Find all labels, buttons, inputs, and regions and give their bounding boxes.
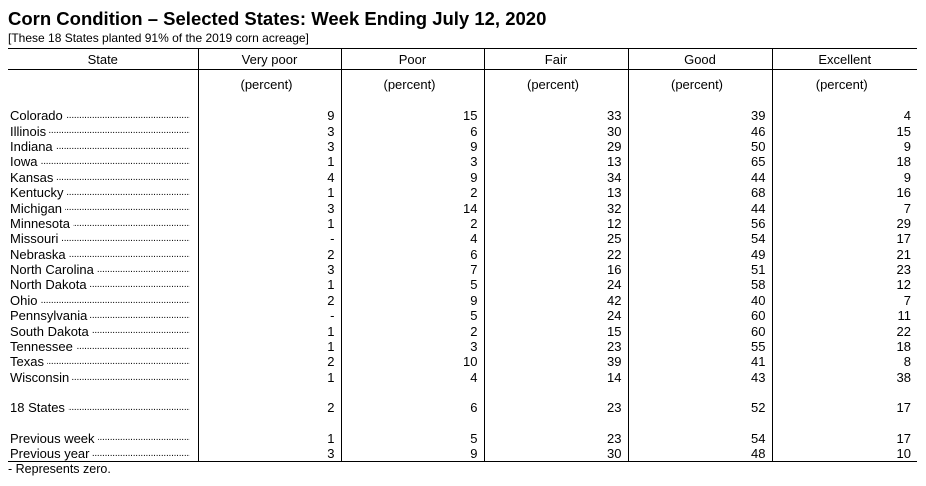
state-cell [8,323,198,338]
footnote: - Represents zero. [8,462,111,476]
very-poor-cell: 1 [198,154,341,169]
very-poor-cell: - [198,308,341,323]
table-row [8,293,917,308]
very-poor-cell: 3 [198,446,341,462]
unit-label: (percent) [198,70,341,109]
state-name: South Dakota [10,324,92,339]
state-name: Tennessee [10,339,76,354]
header-fair: Fair [484,49,628,70]
very-poor-cell: 1 [198,370,341,385]
state-cell [8,200,198,215]
poor-cell: 2 [341,323,484,338]
poor-cell: 4 [341,231,484,246]
excellent-cell: 15 [772,123,917,138]
spacer-cell [8,415,198,430]
very-poor-cell: 1 [198,339,341,354]
unit-label: (percent) [628,70,772,109]
state-cell [8,247,198,262]
good-cell: 54 [628,430,772,445]
spacer-row [8,415,917,430]
fair-cell: 23 [484,400,628,415]
spacer-cell [198,415,341,430]
fair-cell: 13 [484,185,628,200]
excellent-cell: 9 [772,170,917,185]
state-name: Kentucky [10,185,66,200]
poor-cell: 6 [341,400,484,415]
excellent-cell: 17 [772,400,917,415]
fair-cell: 39 [484,354,628,369]
very-poor-cell: 2 [198,400,341,415]
units-empty-cell [8,70,198,109]
state-name: Indiana [10,139,56,154]
state-name: Kansas [10,170,56,185]
excellent-cell: 17 [772,231,917,246]
good-cell: 60 [628,323,772,338]
fair-cell: 22 [484,247,628,262]
table-row [8,154,917,169]
table-row [8,123,917,138]
spacer-cell [341,415,484,430]
poor-cell: 4 [341,370,484,385]
good-cell: 49 [628,247,772,262]
table-row [8,170,917,185]
state-cell [8,400,198,415]
table-title: Corn Condition – Selected States: Week Ending July 12, 2020 [8,8,547,29]
state-cell [8,354,198,369]
fair-cell: 14 [484,370,628,385]
table-row [8,108,917,123]
state-cell [8,216,198,231]
table-row [8,308,917,323]
state-cell [8,185,198,200]
good-cell: 41 [628,354,772,369]
good-cell: 43 [628,370,772,385]
fair-cell: 25 [484,231,628,246]
table-row [8,339,917,354]
excellent-cell: 12 [772,277,917,292]
state-name: Iowa [10,154,40,169]
very-poor-cell: 2 [198,247,341,262]
table-row [8,231,917,246]
very-poor-cell: 1 [198,430,341,445]
fair-cell: 23 [484,339,628,354]
very-poor-cell: 2 [198,354,341,369]
state-cell [8,277,198,292]
state-name: North Dakota [10,277,90,292]
good-cell: 52 [628,400,772,415]
table-row [8,354,917,369]
state-name: Ohio [10,293,40,308]
spacer-cell [198,385,341,400]
fair-cell: 16 [484,262,628,277]
excellent-cell: 23 [772,262,917,277]
state-name: Minnesota [10,216,73,231]
unit-label: (percent) [341,70,484,109]
fair-cell: 13 [484,154,628,169]
excellent-cell: 22 [772,323,917,338]
very-poor-cell: 1 [198,185,341,200]
good-cell: 55 [628,339,772,354]
spacer-cell [772,385,917,400]
table-row [8,262,917,277]
fair-cell: 23 [484,430,628,445]
state-cell [8,231,198,246]
total-row [8,400,917,415]
state-cell [8,154,198,169]
poor-cell: 3 [341,339,484,354]
very-poor-cell: 1 [198,323,341,338]
excellent-cell: 4 [772,108,917,123]
state-cell [8,108,198,123]
good-cell: 46 [628,123,772,138]
table-row [8,185,917,200]
state-cell [8,170,198,185]
header-good: Good [628,49,772,70]
excellent-cell: 38 [772,370,917,385]
good-cell: 40 [628,293,772,308]
poor-cell: 5 [341,277,484,292]
fair-cell: 29 [484,139,628,154]
corn-condition-table [8,48,917,462]
fair-cell: 42 [484,293,628,308]
excellent-cell: 11 [772,308,917,323]
fair-cell: 33 [484,108,628,123]
table-row [8,247,917,262]
poor-cell: 6 [341,123,484,138]
fair-cell: 24 [484,277,628,292]
excellent-cell: 10 [772,446,917,462]
state-name: Missouri [10,231,61,246]
table-row [8,216,917,231]
fair-cell: 24 [484,308,628,323]
good-cell: 48 [628,446,772,462]
spacer-cell [341,385,484,400]
header-very-poor: Very poor [198,49,341,70]
state-name: Michigan [10,201,65,216]
header-poor: Poor [341,49,484,70]
fair-cell: 12 [484,216,628,231]
state-name: Pennsylvania [10,308,90,323]
table-row [8,323,917,338]
state-name: North Carolina [10,262,97,277]
fair-cell: 30 [484,446,628,462]
good-cell: 39 [628,108,772,123]
spacer-cell [8,385,198,400]
good-cell: 56 [628,216,772,231]
state-cell [8,339,198,354]
state-name: Illinois [10,124,49,139]
good-cell: 50 [628,139,772,154]
good-cell: 58 [628,277,772,292]
state-cell [8,446,198,462]
poor-cell: 2 [341,185,484,200]
poor-cell: 5 [341,430,484,445]
poor-cell: 10 [341,354,484,369]
poor-cell: 9 [341,446,484,462]
good-cell: 44 [628,170,772,185]
excellent-cell: 17 [772,430,917,445]
fair-cell: 15 [484,323,628,338]
poor-cell: 5 [341,308,484,323]
excellent-cell: 7 [772,200,917,215]
fair-cell: 34 [484,170,628,185]
state-cell [8,308,198,323]
state-name: 18 States [10,400,68,415]
poor-cell: 14 [341,200,484,215]
state-name: Previous year [10,446,92,461]
state-cell [8,139,198,154]
very-poor-cell: 4 [198,170,341,185]
unit-label: (percent) [772,70,917,109]
good-cell: 44 [628,200,772,215]
poor-cell: 15 [341,108,484,123]
very-poor-cell: 3 [198,200,341,215]
spacer-cell [484,385,628,400]
excellent-cell: 8 [772,354,917,369]
fair-cell: 30 [484,123,628,138]
state-cell [8,430,198,445]
very-poor-cell: 3 [198,262,341,277]
very-poor-cell: 1 [198,277,341,292]
table-row [8,139,917,154]
good-cell: 65 [628,154,772,169]
very-poor-cell: 9 [198,108,341,123]
state-cell [8,293,198,308]
excellent-cell: 9 [772,139,917,154]
table-row [8,277,917,292]
table-subtitle: [These 18 States planted 91% of the 2019 corn acreage] [8,31,309,45]
unit-label: (percent) [484,70,628,109]
units-row [8,70,917,109]
poor-cell: 7 [341,262,484,277]
excellent-cell: 29 [772,216,917,231]
state-name: Nebraska [10,247,69,262]
good-cell: 54 [628,231,772,246]
state-cell [8,370,198,385]
poor-cell: 2 [341,216,484,231]
very-poor-cell: - [198,231,341,246]
spacer-row [8,385,917,400]
poor-cell: 9 [341,293,484,308]
very-poor-cell: 2 [198,293,341,308]
state-cell [8,123,198,138]
poor-cell: 9 [341,139,484,154]
good-cell: 51 [628,262,772,277]
spacer-cell [484,415,628,430]
excellent-cell: 18 [772,154,917,169]
table-row [8,370,917,385]
very-poor-cell: 3 [198,139,341,154]
excellent-cell: 18 [772,339,917,354]
previous-row [8,430,917,445]
state-name: Texas [10,354,47,369]
good-cell: 60 [628,308,772,323]
header-state: State [8,49,198,70]
previous-row [8,446,917,462]
good-cell: 68 [628,185,772,200]
very-poor-cell: 1 [198,216,341,231]
very-poor-cell: 3 [198,123,341,138]
header-row [8,49,917,70]
state-name: Wisconsin [10,370,72,385]
excellent-cell: 7 [772,293,917,308]
state-name: Colorado [10,108,66,123]
excellent-cell: 21 [772,247,917,262]
poor-cell: 3 [341,154,484,169]
fair-cell: 32 [484,200,628,215]
state-name: Previous week [10,431,98,446]
poor-cell: 6 [341,247,484,262]
spacer-cell [772,415,917,430]
table-row [8,200,917,215]
excellent-cell: 16 [772,185,917,200]
spacer-cell [628,385,772,400]
poor-cell: 9 [341,170,484,185]
state-cell [8,262,198,277]
header-excellent: Excellent [772,49,917,70]
spacer-cell [628,415,772,430]
